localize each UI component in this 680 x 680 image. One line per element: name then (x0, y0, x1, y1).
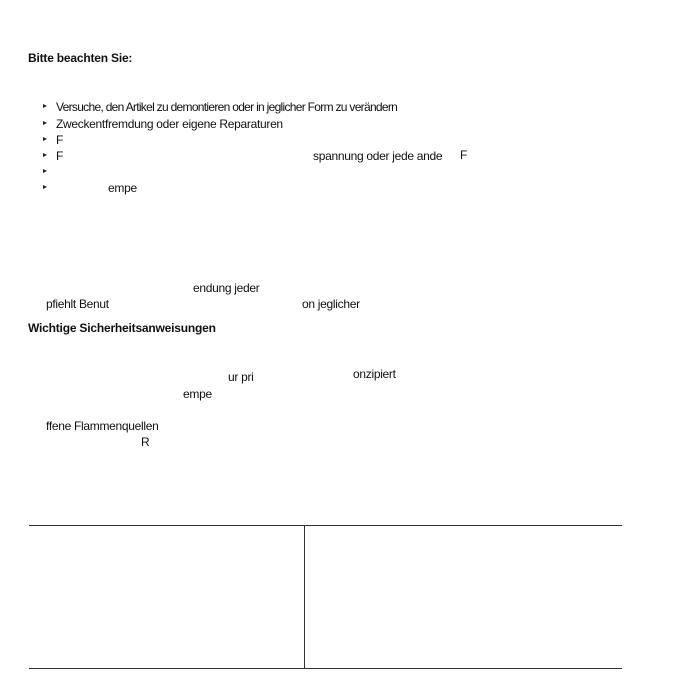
bullet-text: F (56, 149, 64, 163)
bullet-text: Zweckentfremdung oder eigene Reparaturen (56, 117, 283, 131)
bullet-text: Versuche, den Artikel zu demontieren oder in jeglicher Form zu verändern (56, 100, 398, 114)
table-bottom-border (29, 668, 622, 669)
bullet-text: F (56, 133, 64, 147)
bullet-text-fragment: empe (108, 181, 137, 195)
notice-heading: Bitte beachten Sie: (28, 51, 133, 65)
bullet-text-fragment: spannung oder jede ande (313, 149, 443, 163)
text-fragment: pfiehlt Benut (46, 297, 109, 311)
bullet-arrow-icon (43, 185, 47, 189)
bullet-arrow-icon (43, 169, 47, 173)
text-fragment: onzipiert (353, 367, 396, 381)
text-fragment: endung jeder (193, 281, 260, 295)
bullet-text-fragment: F (460, 148, 468, 162)
text-fragment: ffene Flammenquellen (46, 419, 159, 433)
bullet-arrow-icon (43, 121, 47, 125)
text-fragment: R (141, 435, 150, 449)
bullet-arrow-icon (43, 153, 47, 157)
table-column-divider (304, 525, 305, 669)
bullet-arrow-icon (43, 104, 47, 108)
text-fragment: on jeglicher (302, 297, 360, 311)
text-fragment: empe (183, 387, 212, 401)
table-top-border (29, 525, 622, 526)
bullet-arrow-icon (43, 137, 47, 141)
text-fragment: ur pri (228, 370, 254, 384)
safety-heading: Wichtige Sicherheitsanweisungen (28, 321, 216, 335)
